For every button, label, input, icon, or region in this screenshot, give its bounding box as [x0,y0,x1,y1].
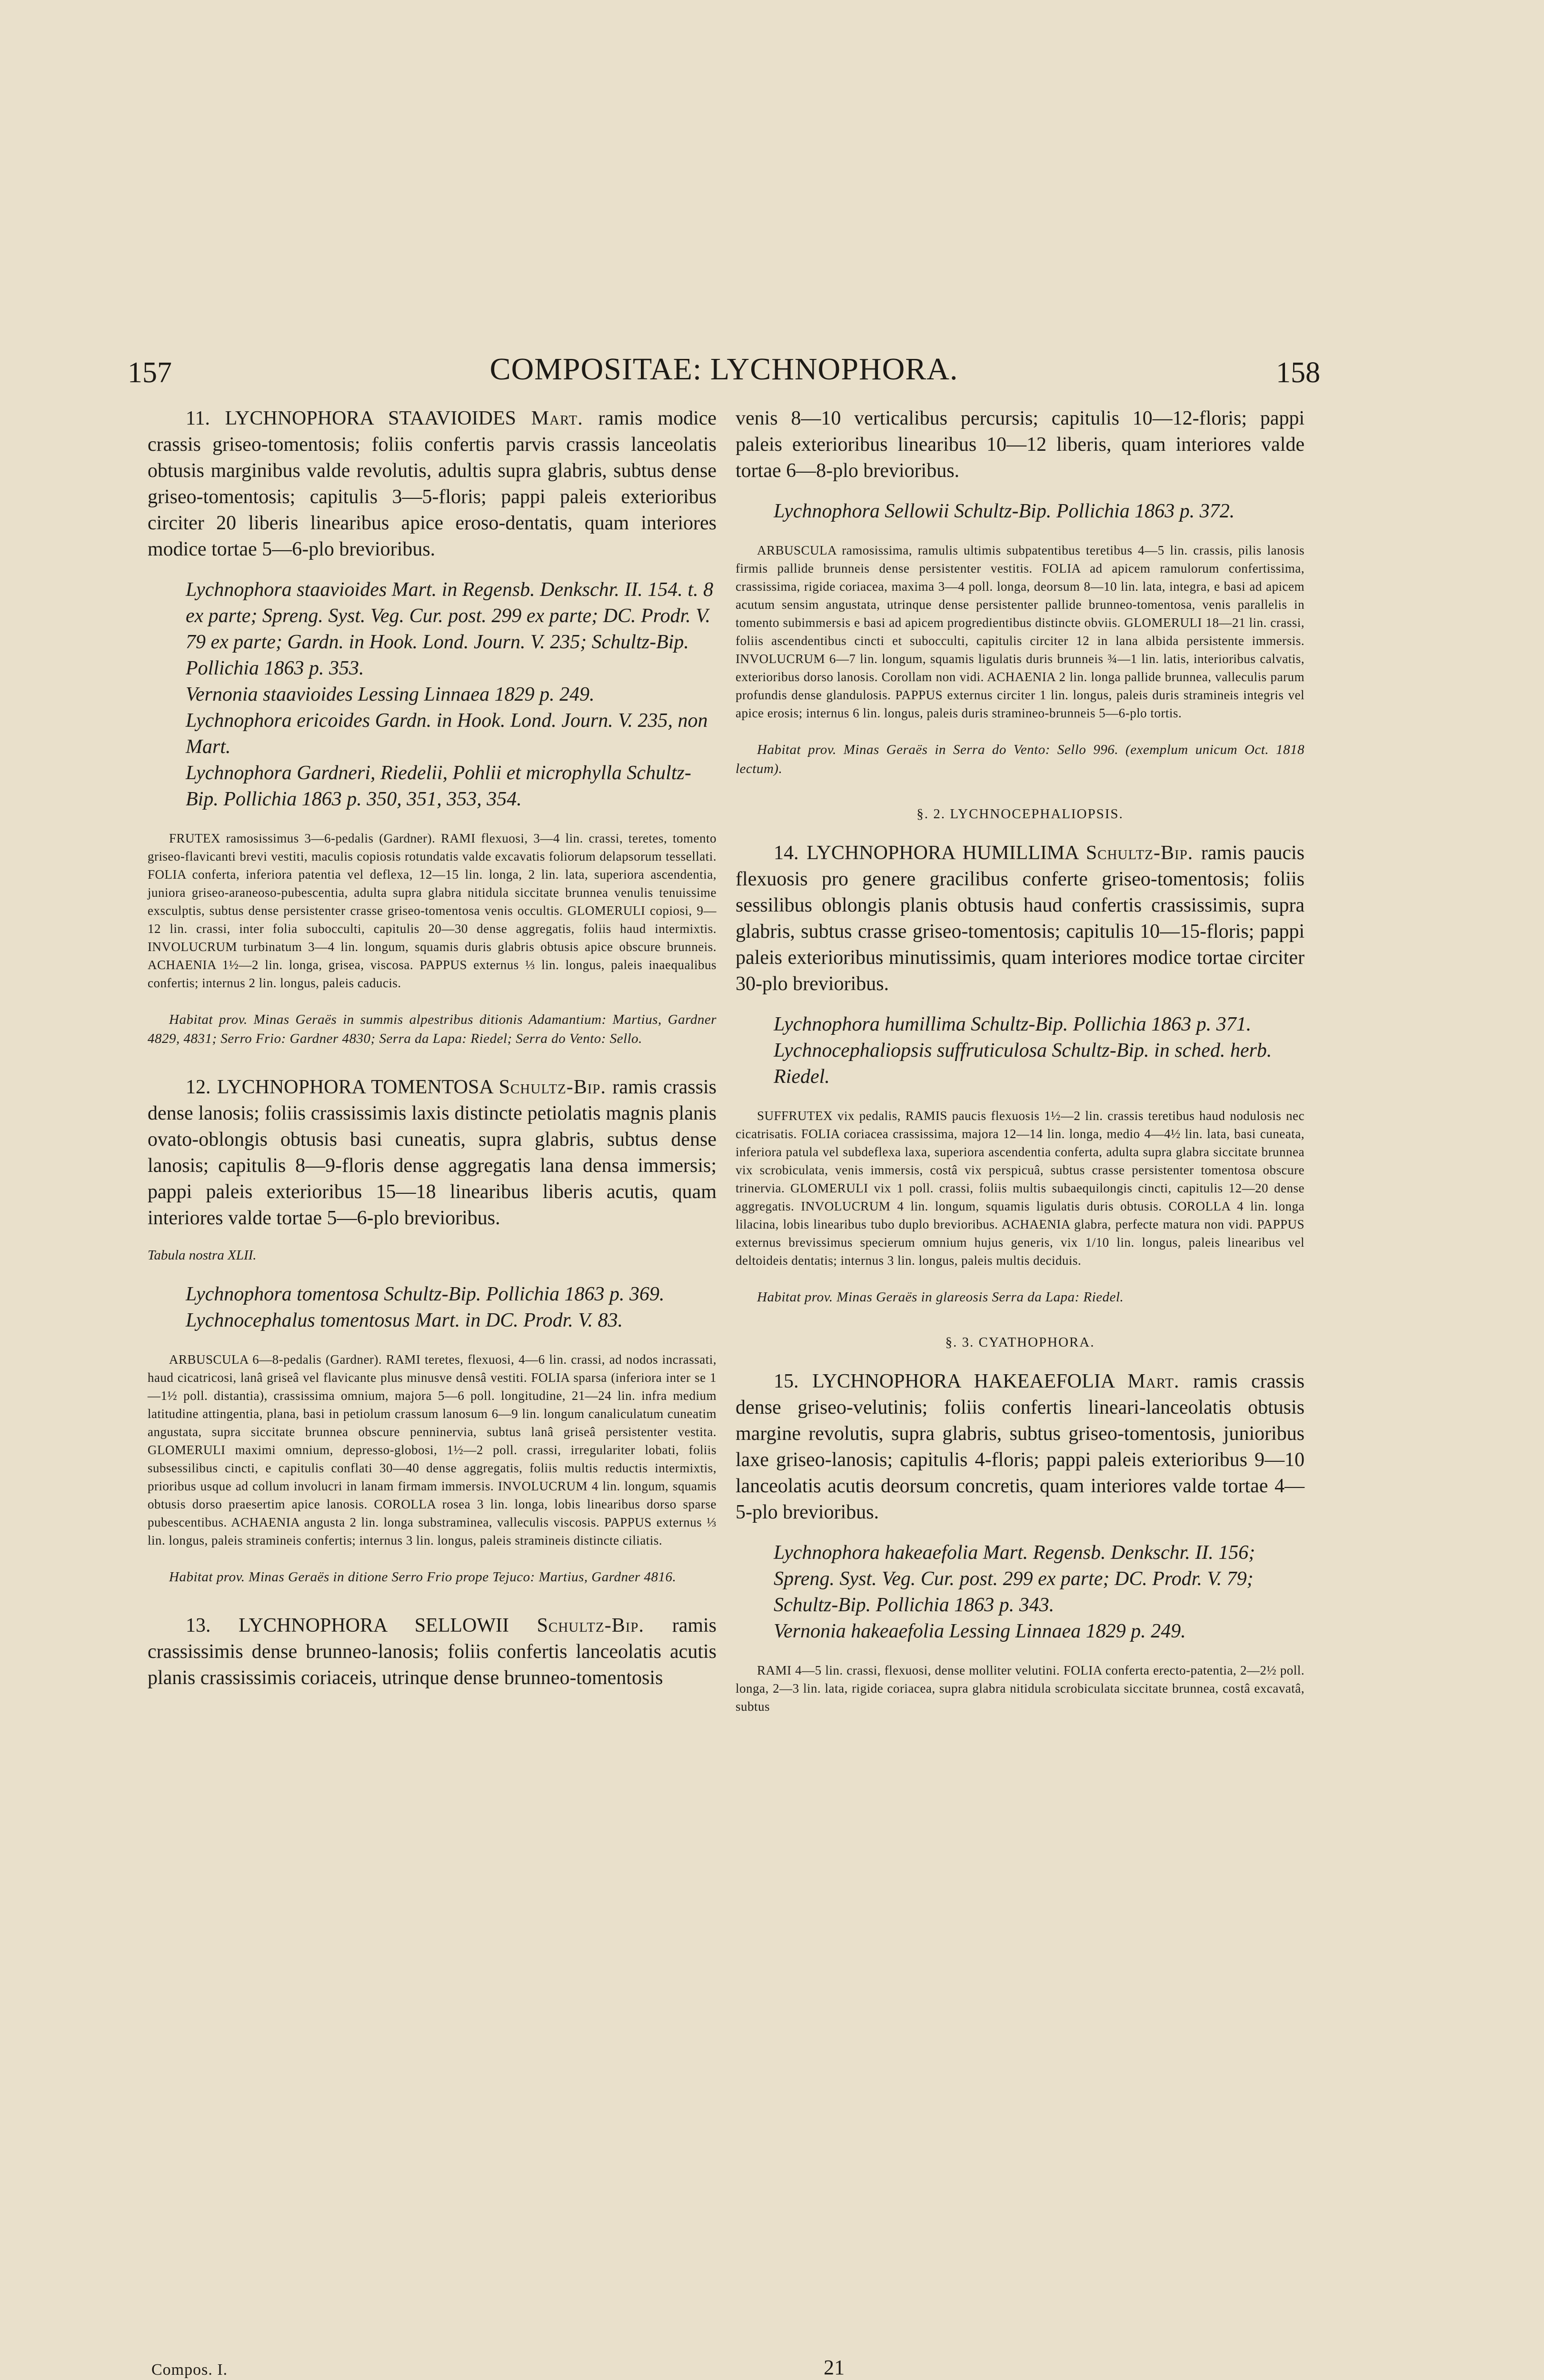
species-15-description: RAMI 4—5 lin. crassi, flexuosi, dense molliter velutini. FOLIA conferta erecto-patentia, 2—2½ poll. longa, 2—3 lin. lata, rigide coriacea, supra glabra nitidula scrobiculata siccitate brunnea, costâ excavatâ, subtus [736,1663,1305,1714]
running-head [128,351,1320,394]
species-11-description: FRUTEX ramosissimus 3—6-pedalis (Gardner). RAMI flexuosi, 3—4 lin. crassi, teretes, tomento griseo-flavicanti brevi vestiti, maculis copiosis rotundatis valde excavatis foliorum delapsorum tessellati. FOLIA conferta, inferiora patentia vel deflexa, 12—15 lin. longa, 2 lin. lata, superiora ascendentia, juniora griseo-araneoso-pubescentia, adulta supra glabra nitidula siccitate brunnea venulis tenuissime exsculptis, subtus dense persistenter crasse griseo-tomentosa venis occultis. GLOMERULI copiosi, 9—12 lin. crassi, inter folia subocculti, capitulis 20—30 dense aggregatis, foliis haud intermixtis. INVOLUCRUM turbinatum 3—4 lin. longum, squamis duris glabris obtusis apice obscure brunneis. ACHAENIA 1½—2 lin. longa, grisea, viscosa. PAPPUS externus ⅓ lin. longus, paleis inaequalibus confertis; internus 2 lin. longus, paleis caducis. [148,831,717,990]
right-column [736,406,1305,1734]
section-heading-3: §. 3. CYATHOPHORA. [945,1335,1095,1350]
species-15-diagnosis-text: ramis crassis dense griseo-velutinis; foliis confertis lineari-lanceolatis obtusis margine revolutis, supra glabris, subtus griseo-tomentosis, junioribus laxe griseo-lanosis; capitulis 4-floris; pappi paleis exterioribus 9—10 lanceolatis acutis deorsum concretis, quam interiores valde tortae 4—5-plo brevioribus. [736,1370,1305,1523]
reference: Lychnophora ericoides Gardn. in Hook. Lond. Journ. V. 235, non Mart. [186,710,708,758]
section-heading-2: §. 2. LYCHNOCEPHALIOPSIS. [916,806,1124,822]
running-title: COMPOSITAE: LYCHNOPHORA. [489,352,958,387]
species-13-description: ARBUSCULA ramosissima, ramulis ultimis subpatentibus teretibus 4—5 lin. crassis, pilis lanosis firmis pallide brunneis dense persistenter vestitis. FOLIA ad apicem ramulorum confertissima, crassissima, rigide coriacea, maxima 3—4 poll. longa, deorsum 8—10 lin. lata, integra, e basi ad apicem acutum sensim angustata, utrinque dense persistenter pallide brunneo-tomentosa, venis parallelis in tomento subimmersis e basi ad apicem progredientibus distincte obviis. GLOMERULI 18—21 lin. crassi, foliis ascendentibus cincti et subocculti, capitulis circiter 12 in lana albida persistente immersis. INVOLUCRUM 6—7 lin. longum, squamis ligulatis duris brunneis ¾—1 lin. latis, interioribus calvatis, exterioribus dorso lanosis. Corollam non vidi. ACHAENIA 2 lin. longa pallide brunnea, valleculis parum profundis dense glandulosis. PAPPUS externus circiter 1 lin. longus, paleis duris stramineis integris vel apice erosis; internus 6 lin. longus, paleis duris stramineo-brunneis 5—6-plo tortis. [736,543,1305,720]
reference: Lychnophora Gardneri, Riedelii, Pohlii et microphylla Schultz-Bip. Pollichia 1863 p. 350, 351, 353, 354. [186,762,691,810]
species-12-author: Schultz-Bip. [498,1076,607,1098]
species-14-description: SUFFRUTEX vix pedalis, RAMIS paucis flexuosis 1½—2 lin. crassis teretibus haud nodulosis nec cicatrisatis. FOLIA coriacea crassissima, majora 12—14 lin. longa, medio 4—4½ lin. lata, basi cuneata, inferiora patula vel subdeflexa laxa, superiora ascendentia conferta, adulta supra glabra siccitate brunnea vix scrobiculata, venis immersis, costâ vix perspicuâ, subtus crasse persistenter tomentosa obscure trinervia. GLOMERULI vix 1 poll. crassi, foliis multis subaequilongis cincti, capitulis 12—20 dense aggregatis. INVOLUCRUM 4 lin. longum, squamis ligulatis duris obtusis. COROLLA 4 lin. longa lilacina, lobis linearibus tubo duplo brevioribus. ACHAENIA glabra, perfecte matura non vidi. PAPPUS externus brevissimus specierum omnium hujus generis, vix 1/10 lin. longus, paleis linearibus vel deltoideis dentatis; internus 3 lin. longus, paleis multis deciduis. [736,1109,1305,1268]
species-12-description: ARBUSCULA 6—8-pedalis (Gardner). RAMI teretes, flexuosi, 4—6 lin. crassi, ad nodos incrassati, haud cicatricosi, lanâ griseâ vel flavicante plus minusve densâ vestiti. FOLIA sparsa (inferiora inter se 1—1½ poll. distantia), crassissima omnium, majora 5—6 poll. longitudine, 21—24 lin. infra medium latitudine attingentia, plana, basi in petiolum crassum lanosum 6—9 lin. longum canaliculatum cuneatim angustata, supra siccitate brunnea obscure penninervia, subtus lanâ griseâ persistenter vestita. GLOMERULI maximi omnium, depresso-globosi, 1½—2 poll. crassi, irregulariter lobati, foliis subsessilibus cincti, e capitulis conflati 30—40 dense aggregatis, foliis multis reductis intermixtis, prioribus usque ad collum involucri in lanam firmam immersis. INVOLUCRUM 4 lin. longum, squamis obtusis dorso praesertim apice lanosis. COROLLA rosea 3 lin. longa, lobis linearibus dorso sparse pubescentibus. ACHAENIA angusta 2 lin. longa substraminea, valleculis viscosis. PAPPUS externus ⅓ lin. longus, paleis stramineis confertis; internus 3 lin. longus, paleis stramineis distincte ciliatis. [148,1352,717,1547]
species-13-diagnosis-continued: venis 8—10 verticalibus percursis; capitulis 10—12-floris; pappi paleis exterioribus linearibus 10—12 liberis, quam interiores valde tortae 6—8-plo brevioribus. [736,407,1305,482]
species-14-diagnosis-text: ramis paucis flexuosis pro genere gracilibus conferte griseo-tomentosis; foliis sessilibus oblongis planis obtusis haud confertis crassissimis, supra glabris, subtus crasse griseo-tomentosis; capitulis 10—15-floris; pappi paleis exterioribus minutissimis, quam interiores modice tortae circiter 30-plo brevioribus. [736,842,1305,995]
species-14-author: Schultz-Bip. [1086,842,1194,864]
reference: Lychnocephaliopsis suffruticulosa Schultz-Bip. in sched. herb. Riedel. [774,1040,1272,1088]
reference: Vernonia staavioides Lessing Linnaea 1829 p. 249. [186,684,595,705]
reference: Lychnophora hakeaefolia Mart. Regensb. Denkschr. II. 156; Spreng. Syst. Veg. Cur. post. 299 ex parte; DC. Prodr. V. 79; Schultz-Bip. Pollichia 1863 p. 343. [774,1542,1255,1616]
species-12-diagnosis [148,1074,717,1231]
signature-mark: Compos. I. [151,2361,228,2379]
page-number-left: 157 [128,357,172,389]
species-11-diagnosis-text: ramis modice crassis griseo-tomentosis; foliis confertis parvis crassis lanceolatis obtusis marginibus valde revolutis, adultis supra glabris, subtus dense griseo-tomentosis; capitulis 3—5-floris; pappi paleis exterioribus circiter 20 liberis linearibus apice eroso-dentatis, quam interiores modice tortae 5—6-plo brevioribus. [148,407,717,560]
sheet-number: 21 [824,2356,845,2379]
species-11-heading: 11. LYCHNOPHORA STAAVIOIDES [186,407,516,429]
reference: Lychnophora humillima Schultz-Bip. Pollichia 1863 p. 371. [774,1013,1252,1035]
species-14-diagnosis [736,840,1305,997]
left-column [148,406,717,1706]
species-13-author: Schultz-Bip. [537,1615,645,1636]
species-11-habitat: Habitat prov. Minas Geraës in summis alpestribus ditionis Adamantium: Martius, Gardner 4829, 4831; Serro Frio: Gardner 4830; Serra da Lapa: Riedel; Serra do Vento: Sello. [148,1012,717,1046]
species-13-references [736,498,1305,525]
species-14-references [736,1012,1305,1090]
reference: Lychnophora staavioides Mart. in Regensb. Denkschr. II. 154. t. 8 ex parte; Spreng. Syst. Veg. Cur. post. 299 ex parte; DC. Prodr. V. 79 ex parte; Gardn. in Hook. Lond. Journ. V. 235; Schultz-Bip. Pollichia 1863 p. 353. [186,579,714,679]
species-13-habitat: Habitat prov. Minas Geraës in Serra do Vento: Sello 996. (exemplum unicum Oct. 1818 lectum). [736,742,1305,776]
species-12-habitat: Habitat prov. Minas Geraës in ditione Serro Frio prope Tejuco: Martius, Gardner 4816. [169,1569,677,1585]
species-12-heading: 12. LYCHNOPHORA TOMENTOSA [186,1076,493,1098]
species-12-diagnosis-text: ramis crassis dense lanosis; foliis crassissimis laxis distincte petiolatis magnis planis ovato-oblongis obtusis basi cuneatis, supra glabris, subtus dense lanosis; capitulis 8—9-floris dense aggregatis lana densa immersis; pappi paleis exterioribus 15—18 linearibus liberis acutis, quam interiores valde tortae 5—6-plo brevioribus. [148,1076,717,1229]
species-11-diagnosis [148,406,717,563]
species-13-diagnosis [148,1613,717,1691]
species-15-author: Mart. [1127,1370,1180,1392]
species-15-diagnosis [736,1368,1305,1526]
species-15-references [736,1540,1305,1645]
species-13-diagnosis-text: ramis crassissimis dense brunneo-lanosis; foliis confertis lanceolatis acutis planis crassissimis coriaceis, utrinque dense brunneo-tomentosis [148,1615,717,1689]
species-11-references [148,577,717,813]
species-13-heading: 13. LYCHNOPHORA SELLOWII [186,1615,509,1636]
species-11-author: Mart. [531,407,583,429]
reference: Lychnocephalus tomentosus Mart. in DC. Prodr. V. 83. [186,1309,623,1331]
species-14-heading: 14. LYCHNOPHORA HUMILLIMA [774,842,1078,864]
reference: Lychnophora tomentosa Schultz-Bip. Pollichia 1863 p. 369. [186,1283,665,1305]
species-14-habitat: Habitat prov. Minas Geraës in glareosis Serra da Lapa: Riedel. [757,1289,1124,1305]
page-number-right: 158 [1276,357,1320,389]
plate-reference: Tabula nostra XLII. [148,1248,257,1263]
species-15-heading: 15. LYCHNOPHORA HAKEAEFOLIA [774,1370,1114,1392]
reference: Lychnophora Sellowii Schultz-Bip. Pollichia 1863 p. 372. [774,500,1235,522]
reference: Vernonia hakeaefolia Lessing Linnaea 1829 p. 249. [774,1620,1186,1642]
species-12-references [148,1281,717,1334]
